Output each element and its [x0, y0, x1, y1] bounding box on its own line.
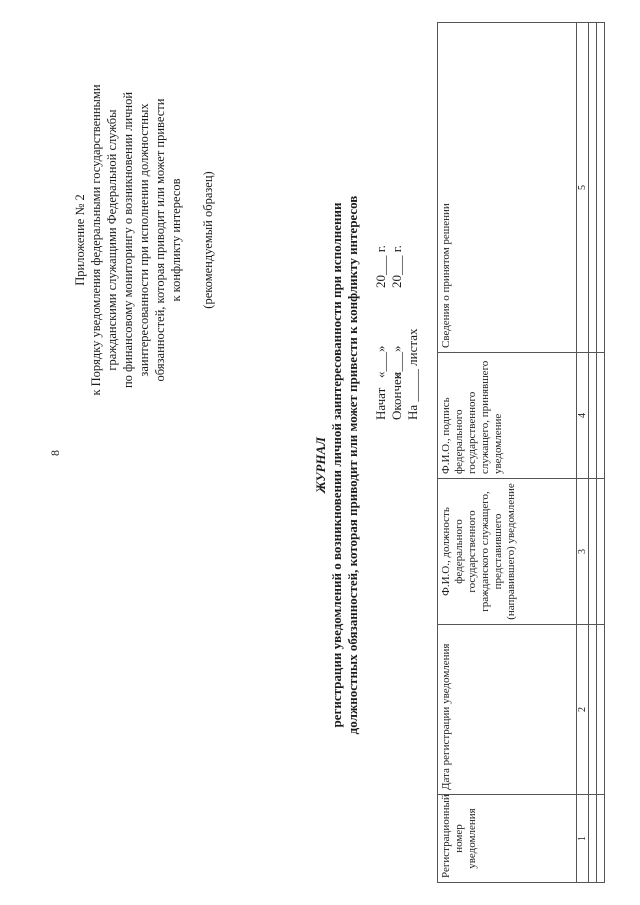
column-header-decision: Сведения о принятом решении [438, 23, 577, 353]
started-year: 20___ г. [373, 245, 388, 288]
ended-label: Окончен [389, 372, 404, 420]
column-number: 1 [577, 795, 589, 883]
started-label: Начат [373, 387, 388, 420]
sheets-blank: _____ [405, 369, 420, 402]
registry-table [437, 22, 605, 883]
column-number: 3 [577, 479, 589, 625]
appendix-line: по финансовому мониторингу о возникновении личной [121, 91, 135, 389]
empty-cell [597, 795, 605, 883]
appendix-header [72, 35, 216, 445]
ended-year: 20___ г. [389, 245, 404, 288]
column-header-registration-number: Регистрационный номер уведомления [438, 795, 577, 883]
ended-day: «___» [389, 345, 404, 378]
column-header-receiver: Ф.И.О., подпись федерального государственного служащего, принявшего уведомление [438, 353, 577, 479]
empty-cell [589, 625, 597, 795]
empty-row [597, 23, 605, 883]
column-header-employee: Ф.И.О., должность федерального государственного гражданского служащего, представившего (направившего) уведомление [438, 479, 577, 625]
empty-row [589, 23, 597, 883]
empty-cell [597, 353, 605, 479]
page-number: 8 [48, 450, 62, 456]
empty-cell [597, 23, 605, 353]
journal-subtitle-line: должностных обязанностей, которая приводит или может привести к конфликту интересов [345, 195, 360, 735]
ended-row [389, 80, 405, 420]
table-header-row [438, 23, 577, 883]
sheets-row [405, 80, 421, 420]
empty-cell [589, 479, 597, 625]
journal-subtitle-line: регистрации уведомлений о возникновении личной заинтересованности при исполнении [329, 202, 344, 728]
started-row [373, 80, 389, 420]
column-number: 2 [577, 625, 589, 795]
column-number-row [577, 23, 589, 883]
journal-word: ЖУРНАЛ [313, 436, 328, 494]
empty-cell [589, 23, 597, 353]
sheets-label: На [405, 404, 420, 420]
empty-cell [589, 353, 597, 479]
appendix-title: Приложение № 2 [73, 194, 87, 286]
appendix-line: гражданскими служащими Федеральной службы [105, 109, 119, 371]
empty-cell [597, 625, 605, 795]
column-number: 4 [577, 353, 589, 479]
appendix-line: заинтересованности при исполнении должностных [137, 103, 151, 377]
appendix-line: к конфликту интересов [169, 178, 183, 302]
sheets-unit: листах [405, 328, 420, 366]
appendix-line: к Порядку уведомления федеральными государственными [89, 84, 103, 396]
column-header-registration-date: Дата регистрации уведомления [438, 625, 577, 795]
appendix-line: обязанностей, которая приводит или может привести [153, 98, 167, 382]
started-day: «___» [373, 345, 388, 378]
empty-cell [589, 795, 597, 883]
journal-title [313, 115, 361, 815]
journal-dates [373, 80, 421, 420]
empty-cell [597, 479, 605, 625]
recommended-sample-note: (рекомендуемый образец) [201, 171, 215, 309]
column-number: 5 [577, 23, 589, 353]
